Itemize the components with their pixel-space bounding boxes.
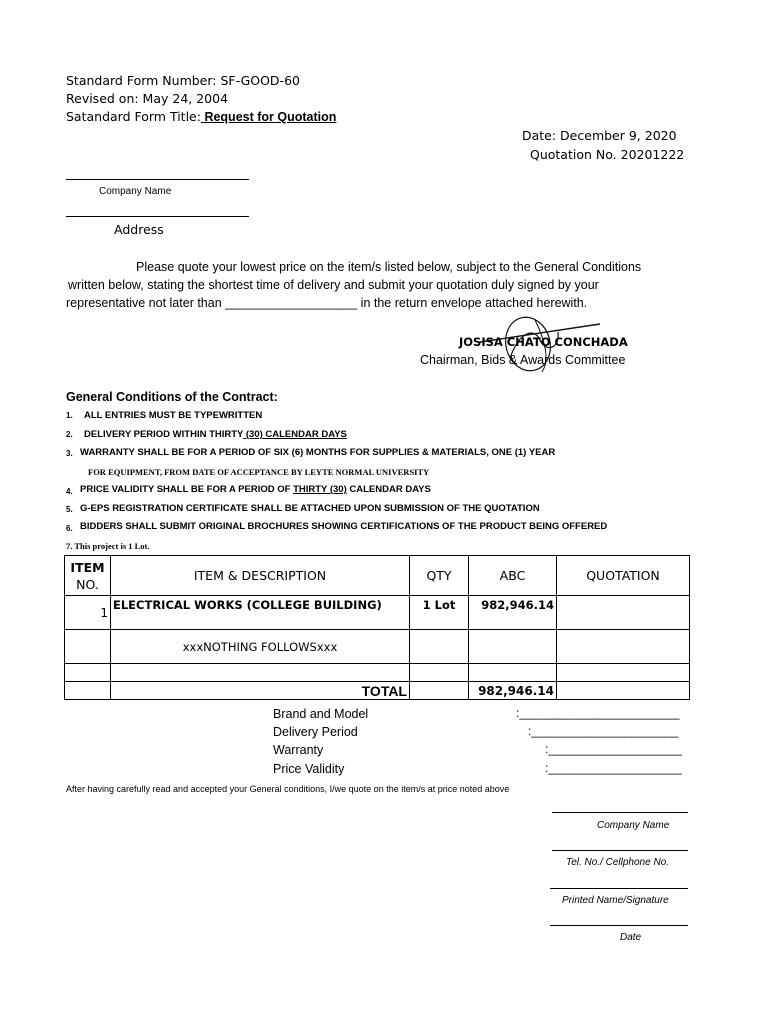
empty-cell xyxy=(65,682,111,700)
printed-name-label: Printed Name/Signature xyxy=(562,895,669,906)
empty-cell xyxy=(469,630,557,664)
condition-2-number: 2. xyxy=(66,430,73,439)
empty-cell xyxy=(410,664,469,682)
printed-name-line[interactable] xyxy=(550,888,688,889)
condition-1-number: 1. xyxy=(66,411,73,420)
total-value: 982,946.14 xyxy=(469,682,557,700)
table-row xyxy=(65,596,690,630)
header-no-label: NO. xyxy=(76,576,99,592)
acceptance-statement: After having carefully read and accepted your General conditions, I/we quote on the item/s at price noted above xyxy=(66,784,510,794)
condition-7: 7. This project is 1 Lot. xyxy=(66,541,150,551)
warranty-label: Warranty xyxy=(273,743,324,757)
condition-4-text: PRICE VALIDITY SHALL BE FOR A PERIOD OF xyxy=(80,484,294,495)
tel-label: Tel. No./ Cellphone No. xyxy=(566,857,670,868)
row-description: ELECTRICAL WORKS (COLLEGE BUILDING) xyxy=(111,596,410,630)
row-item-no: 1 xyxy=(65,596,111,630)
signatory-position: Chairman, Bids & Awards Committee xyxy=(420,353,626,367)
price-validity-label: Price Validity xyxy=(273,762,345,776)
condition-1: ALL ENTRIES MUST BE TYPEWRITTEN xyxy=(84,410,263,421)
empty-cell xyxy=(410,630,469,664)
address-label: Address xyxy=(114,222,164,237)
document-date: Date: December 9, 2020 xyxy=(522,128,677,143)
empty-cell xyxy=(111,664,410,682)
empty-cell xyxy=(557,682,690,700)
conditions-heading: General Conditions of the Contract: xyxy=(66,390,278,404)
form-title-row xyxy=(66,109,336,124)
total-label: TOTAL xyxy=(111,682,410,700)
tel-signature-line[interactable] xyxy=(552,850,688,851)
condition-2 xyxy=(84,429,347,440)
header-abc: ABC xyxy=(469,556,557,596)
date-label: Date xyxy=(620,932,642,943)
warranty-field[interactable]: :____________________ xyxy=(545,742,682,756)
header-description: ITEM & DESCRIPTION xyxy=(111,556,410,596)
empty-cell xyxy=(65,664,111,682)
row-quotation-cell[interactable] xyxy=(557,596,690,630)
signatory-name: JOSISA CHATO CONCHADA xyxy=(459,335,628,349)
quotation-table xyxy=(64,555,690,700)
intro-line-3: representative not later than ___________________ in the return envelope attached herewith. xyxy=(66,296,588,310)
condition-5: G-EPS REGISTRATION CERTIFICATE SHALL BE ATTACHED UPON SUBMISSION OF THE QUOTATION xyxy=(80,503,540,514)
row-qty: 1 Lot xyxy=(410,596,469,630)
condition-4 xyxy=(80,484,431,495)
brand-model-label: Brand and Model xyxy=(273,707,369,721)
intro-line-1: Please quote your lowest price on the item/s listed below, subject to the General Conditions xyxy=(136,260,642,274)
condition-3-number: 3. xyxy=(66,449,73,458)
address-line xyxy=(66,216,249,217)
header-item-no xyxy=(65,556,111,596)
closing-company-label: Company Name xyxy=(597,820,670,831)
header-quotation: QUOTATION xyxy=(557,556,690,596)
condition-5-number: 5. xyxy=(66,505,73,514)
row-abc: 982,946.14 xyxy=(469,596,557,630)
table-header-row xyxy=(65,556,690,596)
condition-3-continued: FOR EQUIPMENT, FROM DATE OF ACCEPTANCE BY LEYTE NORMAL UNIVERSITY xyxy=(88,467,430,477)
company-name-line xyxy=(66,179,249,180)
empty-cell xyxy=(469,664,557,682)
table-row-blank xyxy=(65,664,690,682)
date-signature-line[interactable] xyxy=(550,925,688,926)
table-total-row xyxy=(65,682,690,700)
condition-4-underlined: THIRTY (30) xyxy=(293,484,347,495)
condition-3: WARRANTY SHALL BE FOR A PERIOD OF SIX (6) MONTHS FOR SUPPLIES & MATERIALS, ONE (1) YEAR xyxy=(80,447,556,458)
condition-6: BIDDERS SHALL SUBMIT ORIGINAL BROCHURES SHOWING CERTIFICATIONS OF THE PRODUCT BEING OFFERED xyxy=(80,521,608,532)
empty-cell xyxy=(557,630,690,664)
empty-cell xyxy=(65,630,111,664)
table-row-nothing-follows xyxy=(65,630,690,664)
form-number: Standard Form Number: SF-GOOD-60 xyxy=(66,73,300,88)
condition-4-number: 4. xyxy=(66,487,73,496)
nothing-follows: xxxNOTHING FOLLOWSxxx xyxy=(111,630,410,664)
condition-2-text: DELIVERY PERIOD WITHIN THIRTY xyxy=(84,429,244,440)
company-signature-line[interactable] xyxy=(552,812,688,813)
empty-cell xyxy=(557,664,690,682)
intro-line-2: written below, stating the shortest time of delivery and submit your quotation duly signed by your xyxy=(68,278,599,292)
revised-date: Revised on: May 24, 2004 xyxy=(66,91,229,106)
brand-model-field[interactable]: :________________________ xyxy=(516,706,680,720)
header-qty: QTY xyxy=(410,556,469,596)
header-item-label: ITEM xyxy=(70,559,105,575)
delivery-period-label: Delivery Period xyxy=(273,725,358,739)
delivery-period-field[interactable]: :______________________ xyxy=(528,724,679,738)
condition-6-number: 6. xyxy=(66,524,73,533)
empty-cell xyxy=(410,682,469,700)
price-validity-field[interactable]: :____________________ xyxy=(545,761,682,775)
condition-4-suffix: CALENDAR DAYS xyxy=(346,484,431,495)
condition-2-underlined: (30) CALENDAR DAYS xyxy=(243,429,347,440)
company-name-label: Company Name xyxy=(99,186,172,197)
form-title-prefix: Satandard Form Title: xyxy=(66,109,201,124)
quotation-number: Quotation No. 20201222 xyxy=(530,147,685,162)
form-title: Request for Quotation xyxy=(200,110,337,124)
